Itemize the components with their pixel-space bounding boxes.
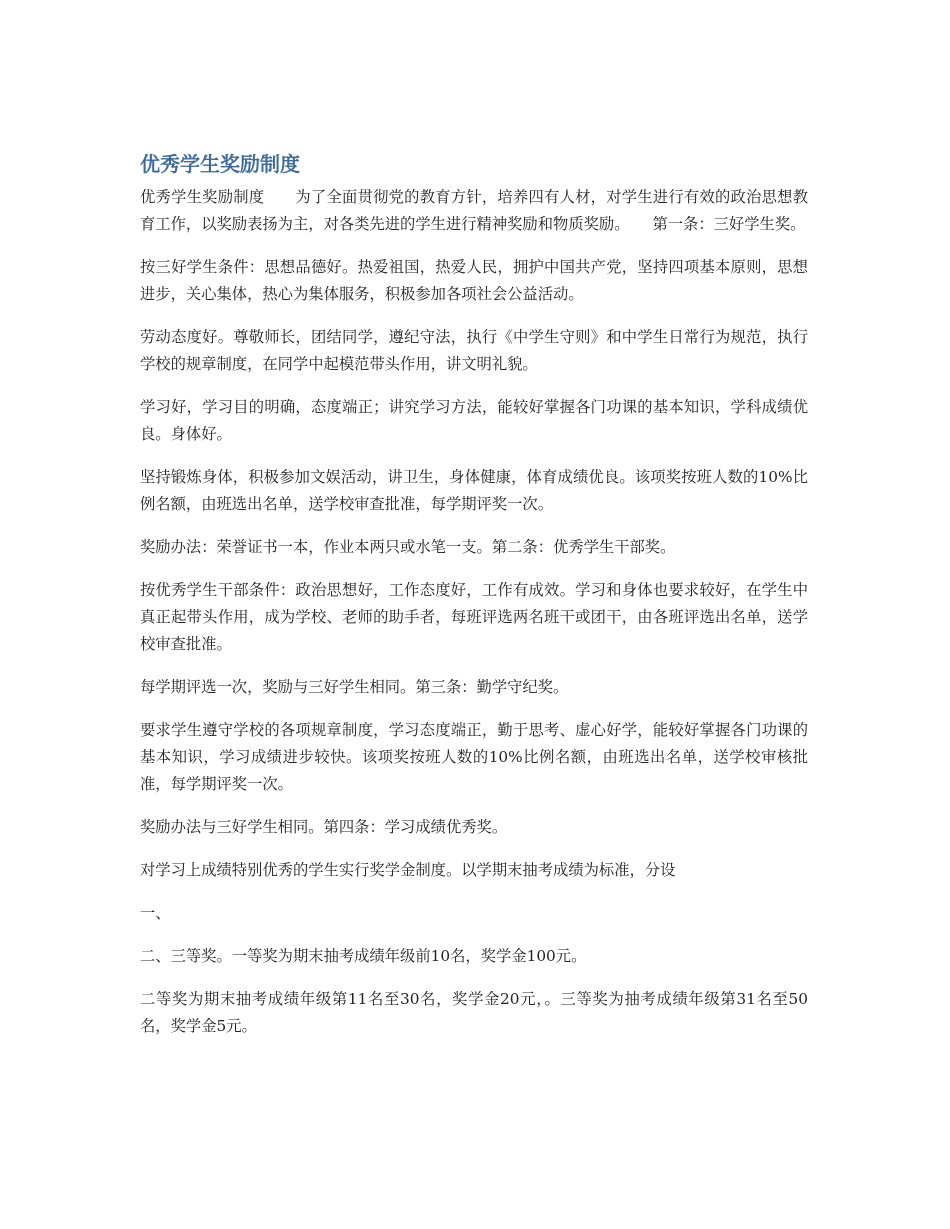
document-body <box>140 150 808 1056</box>
paragraph: 坚持锻炼身体，积极参加文娱活动，讲卫生，身体健康，体育成绩优良。该项奖按班人数的10%比例名额，由班选出名单，送学校审查批准，每学期评奖一次。 <box>140 468 808 513</box>
paragraph: 奖励办法：荣誉证书一本，作业本两只或水笔一支。第二条：优秀学生干部奖。 <box>140 538 676 556</box>
paragraph: 学习好，学习目的明确，态度端正；讲究学习方法，能较好掌握各门功课的基本知识，学科成绩优良。身体好。 <box>140 398 808 443</box>
paragraph: 每学期评选一次，奖励与三好学生相同。第三条：勤学守纪奖。 <box>140 678 569 696</box>
paragraph: 按三好学生条件：思想品德好。热爱祖国，热爱人民，拥护中国共产党，坚持四项基本原则，思想进步，关心集体，热心为集体服务，积极参加各项社会公益活动。 <box>140 258 808 303</box>
paragraph: 二、三等奖。一等奖为期末抽考成绩年级前10名，奖学金100元。 <box>140 947 587 965</box>
paragraph: 优秀学生奖励制度 为了全面贯彻党的教育方针，培养四有人材，对学生进行有效的政治思想教育工作，以奖励表扬为主，对各类先进的学生进行精神奖励和物质奖励。 第一条：三好学生奖。 <box>140 188 808 233</box>
document-title: 优秀学生奖励制度 <box>140 152 300 176</box>
paragraph: 二等奖为期末抽考成绩年级第11名至30名，奖学金20元，。三等奖为抽考成绩年级第31名至50名，奖学金5元。 <box>140 990 808 1035</box>
paragraph: 要求学生遵守学校的各项规章制度，学习态度端正，勤于思考、虚心好学，能较好掌握各门功课的基本知识，学习成绩进步较快。该项奖按班人数的10%比例名额，由班选出名单，送学校审核批准，每学期评奖一次。 <box>140 721 808 793</box>
paragraph: 劳动态度好。尊敬师长，团结同学，遵纪守法，执行《中学生守则》和中学生日常行为规范，执行学校的规章制度，在同学中起模范带头作用，讲文明礼貌。 <box>140 328 808 373</box>
paragraph: 奖励办法与三好学生相同。第四条：学习成绩优秀奖。 <box>140 818 508 836</box>
paragraph: 对学习上成绩特别优秀的学生实行奖学金制度。以学期末抽考成绩为标准，分设 <box>140 861 676 879</box>
paragraph: 按优秀学生干部条件：政治思想好，工作态度好，工作有成效。学习和身体也要求较好，在学生中真正起带头作用，成为学校、老师的助手者，每班评选两名班干或团干，由各班评选出名单，送学校审查批准。 <box>140 581 808 653</box>
paragraph: 一、 <box>140 904 171 922</box>
